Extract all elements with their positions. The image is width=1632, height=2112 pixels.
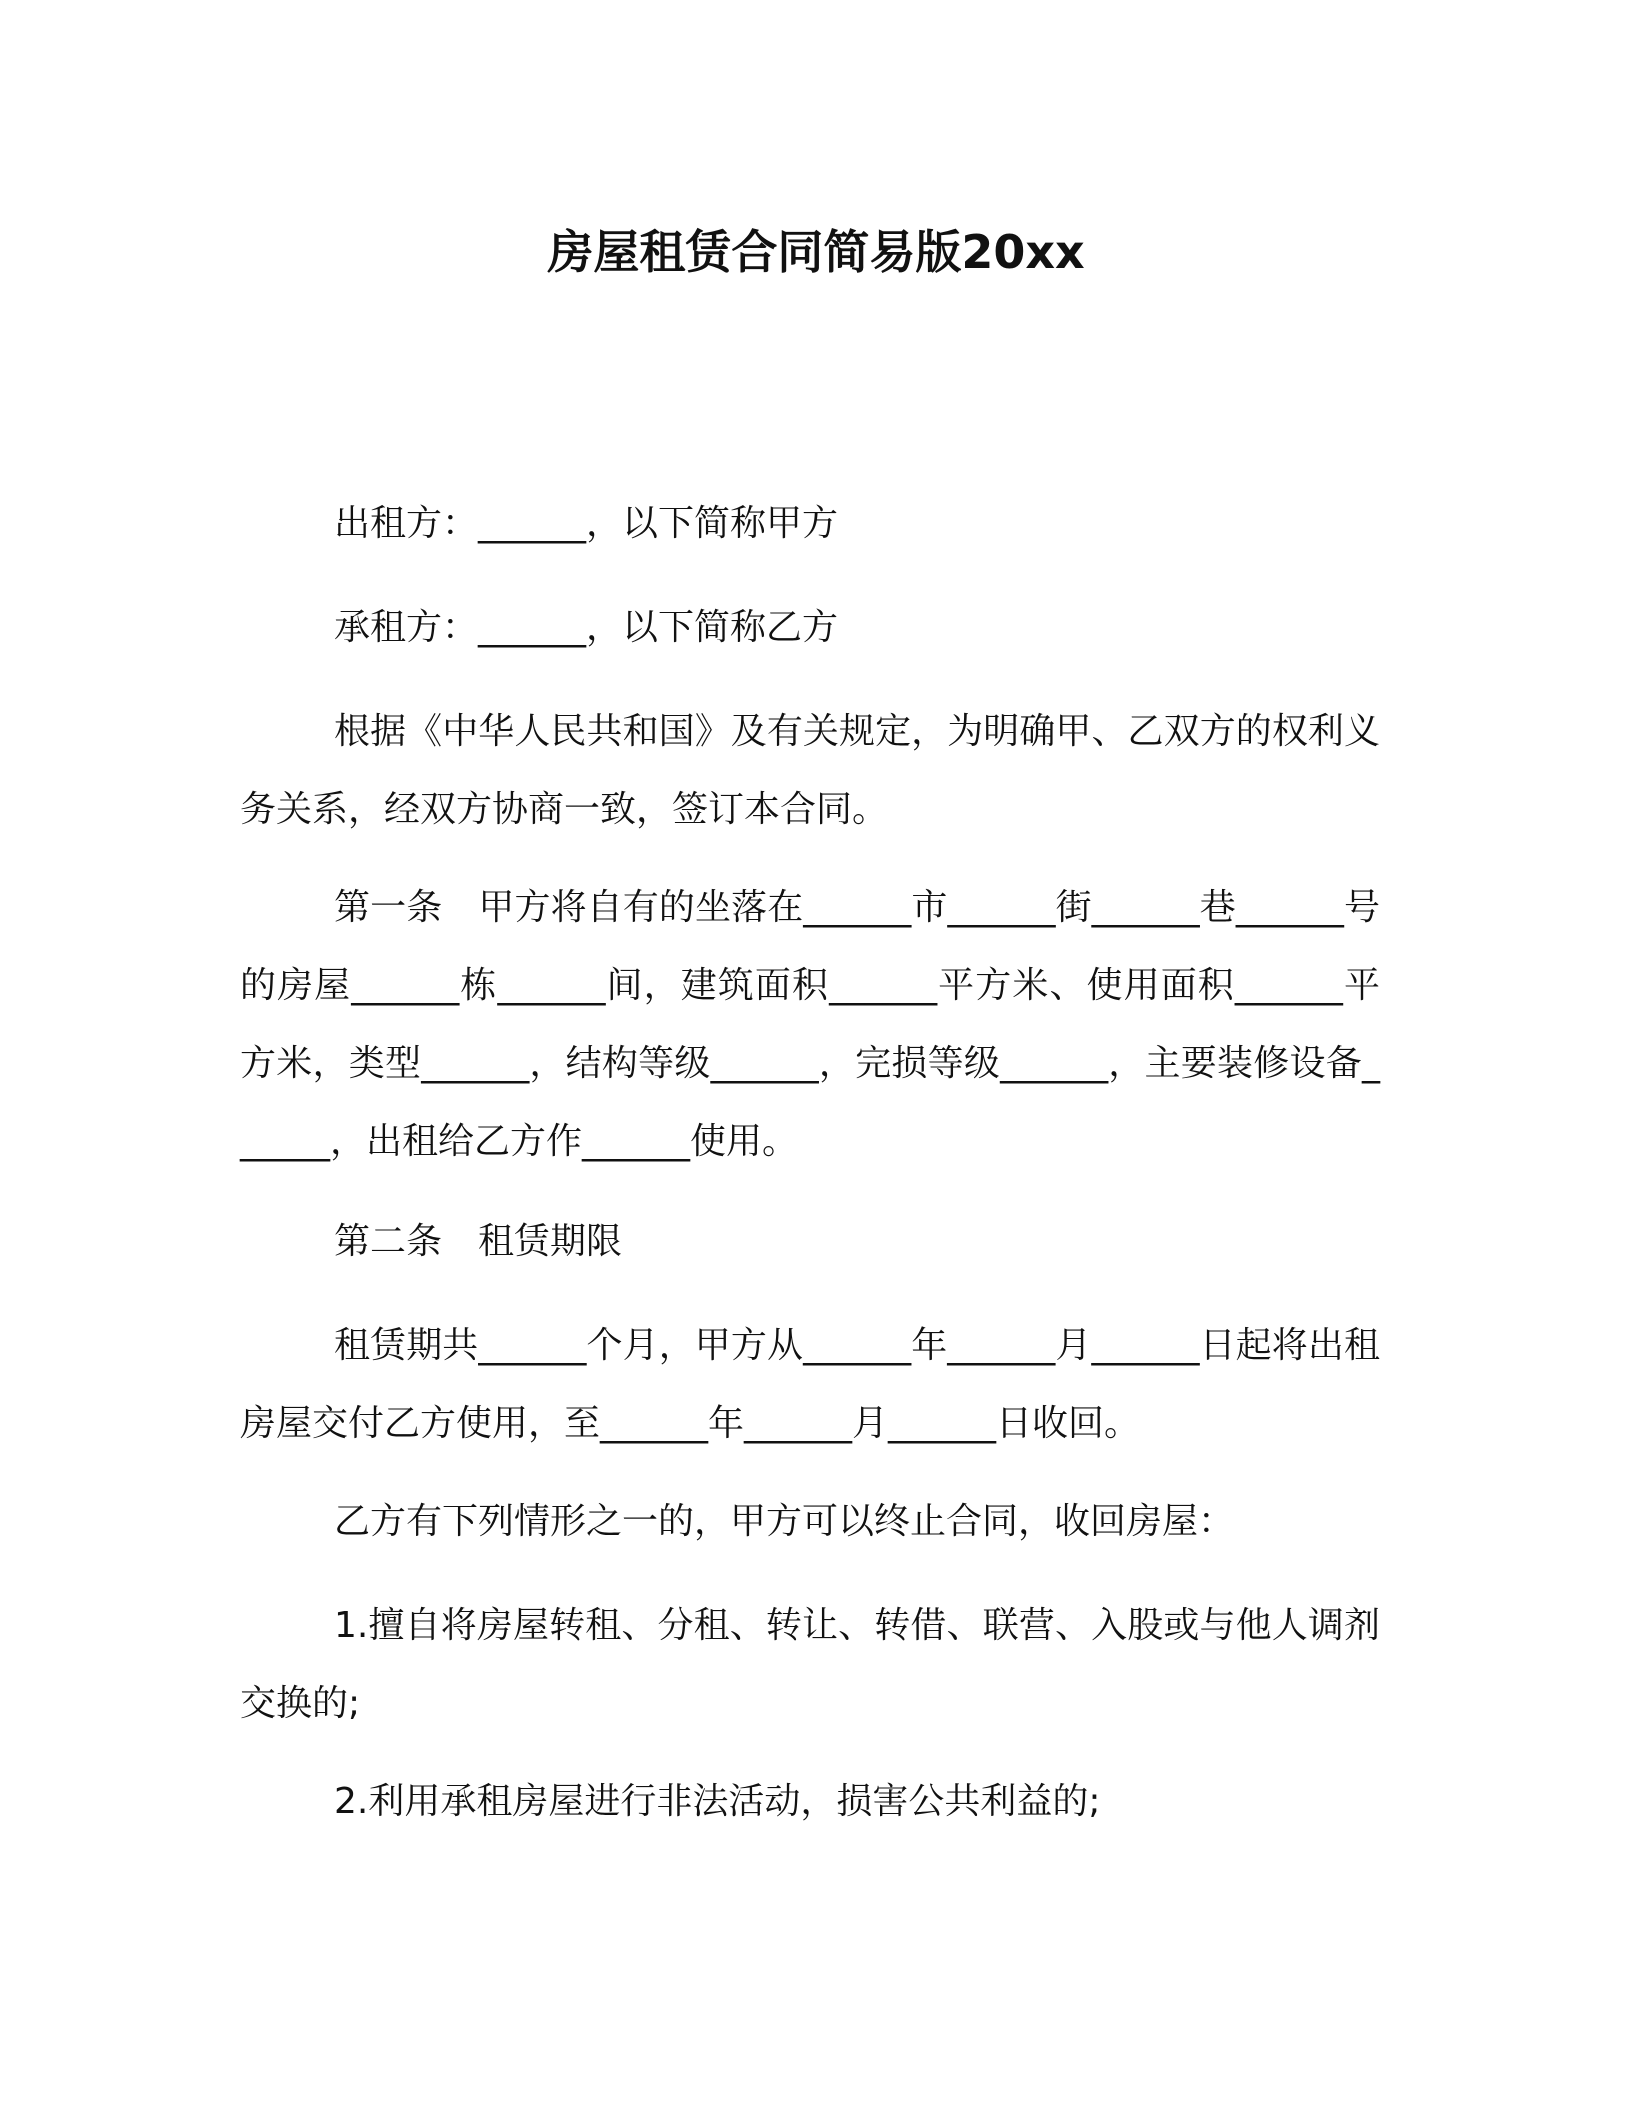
article-one-paragraph: 第一条 甲方将自有的坐落在______市______街______巷______号的房屋______栋______间，建筑面积______平方米、使用面积______平方米，类型______，结构等级______，完损等级______，主要装修设备______，出租给乙方作______使用。	[240, 887, 1380, 1162]
document-title: 房屋租赁合同简易版20xx	[547, 225, 1085, 279]
lessor-line: 出租方：______，以下简称甲方	[334, 503, 839, 544]
termination-item-1: 1.擅自将房屋转租、分租、转让、转借、联营、入股或与他人调剂交换的;	[240, 1605, 1380, 1724]
article-two-heading: 第二条 租赁期限	[334, 1221, 623, 1262]
lease-term-paragraph: 租赁期共______个月，甲方从______年______月______日起将出租房屋交付乙方使用，至______年______月______日收回。	[240, 1325, 1380, 1444]
lessee-line: 承租方：______，以下简称乙方	[334, 607, 839, 648]
termination-intro-paragraph: 乙方有下列情形之一的，甲方可以终止合同，收回房屋：	[334, 1501, 1235, 1542]
preamble-paragraph: 根据《中华人民共和国》及有关规定，为明确甲、乙双方的权利义务关系，经双方协商一致，签订本合同。	[240, 711, 1380, 830]
termination-item-2: 2.利用承租房屋进行非法活动，损害公共利益的;	[334, 1781, 1101, 1822]
